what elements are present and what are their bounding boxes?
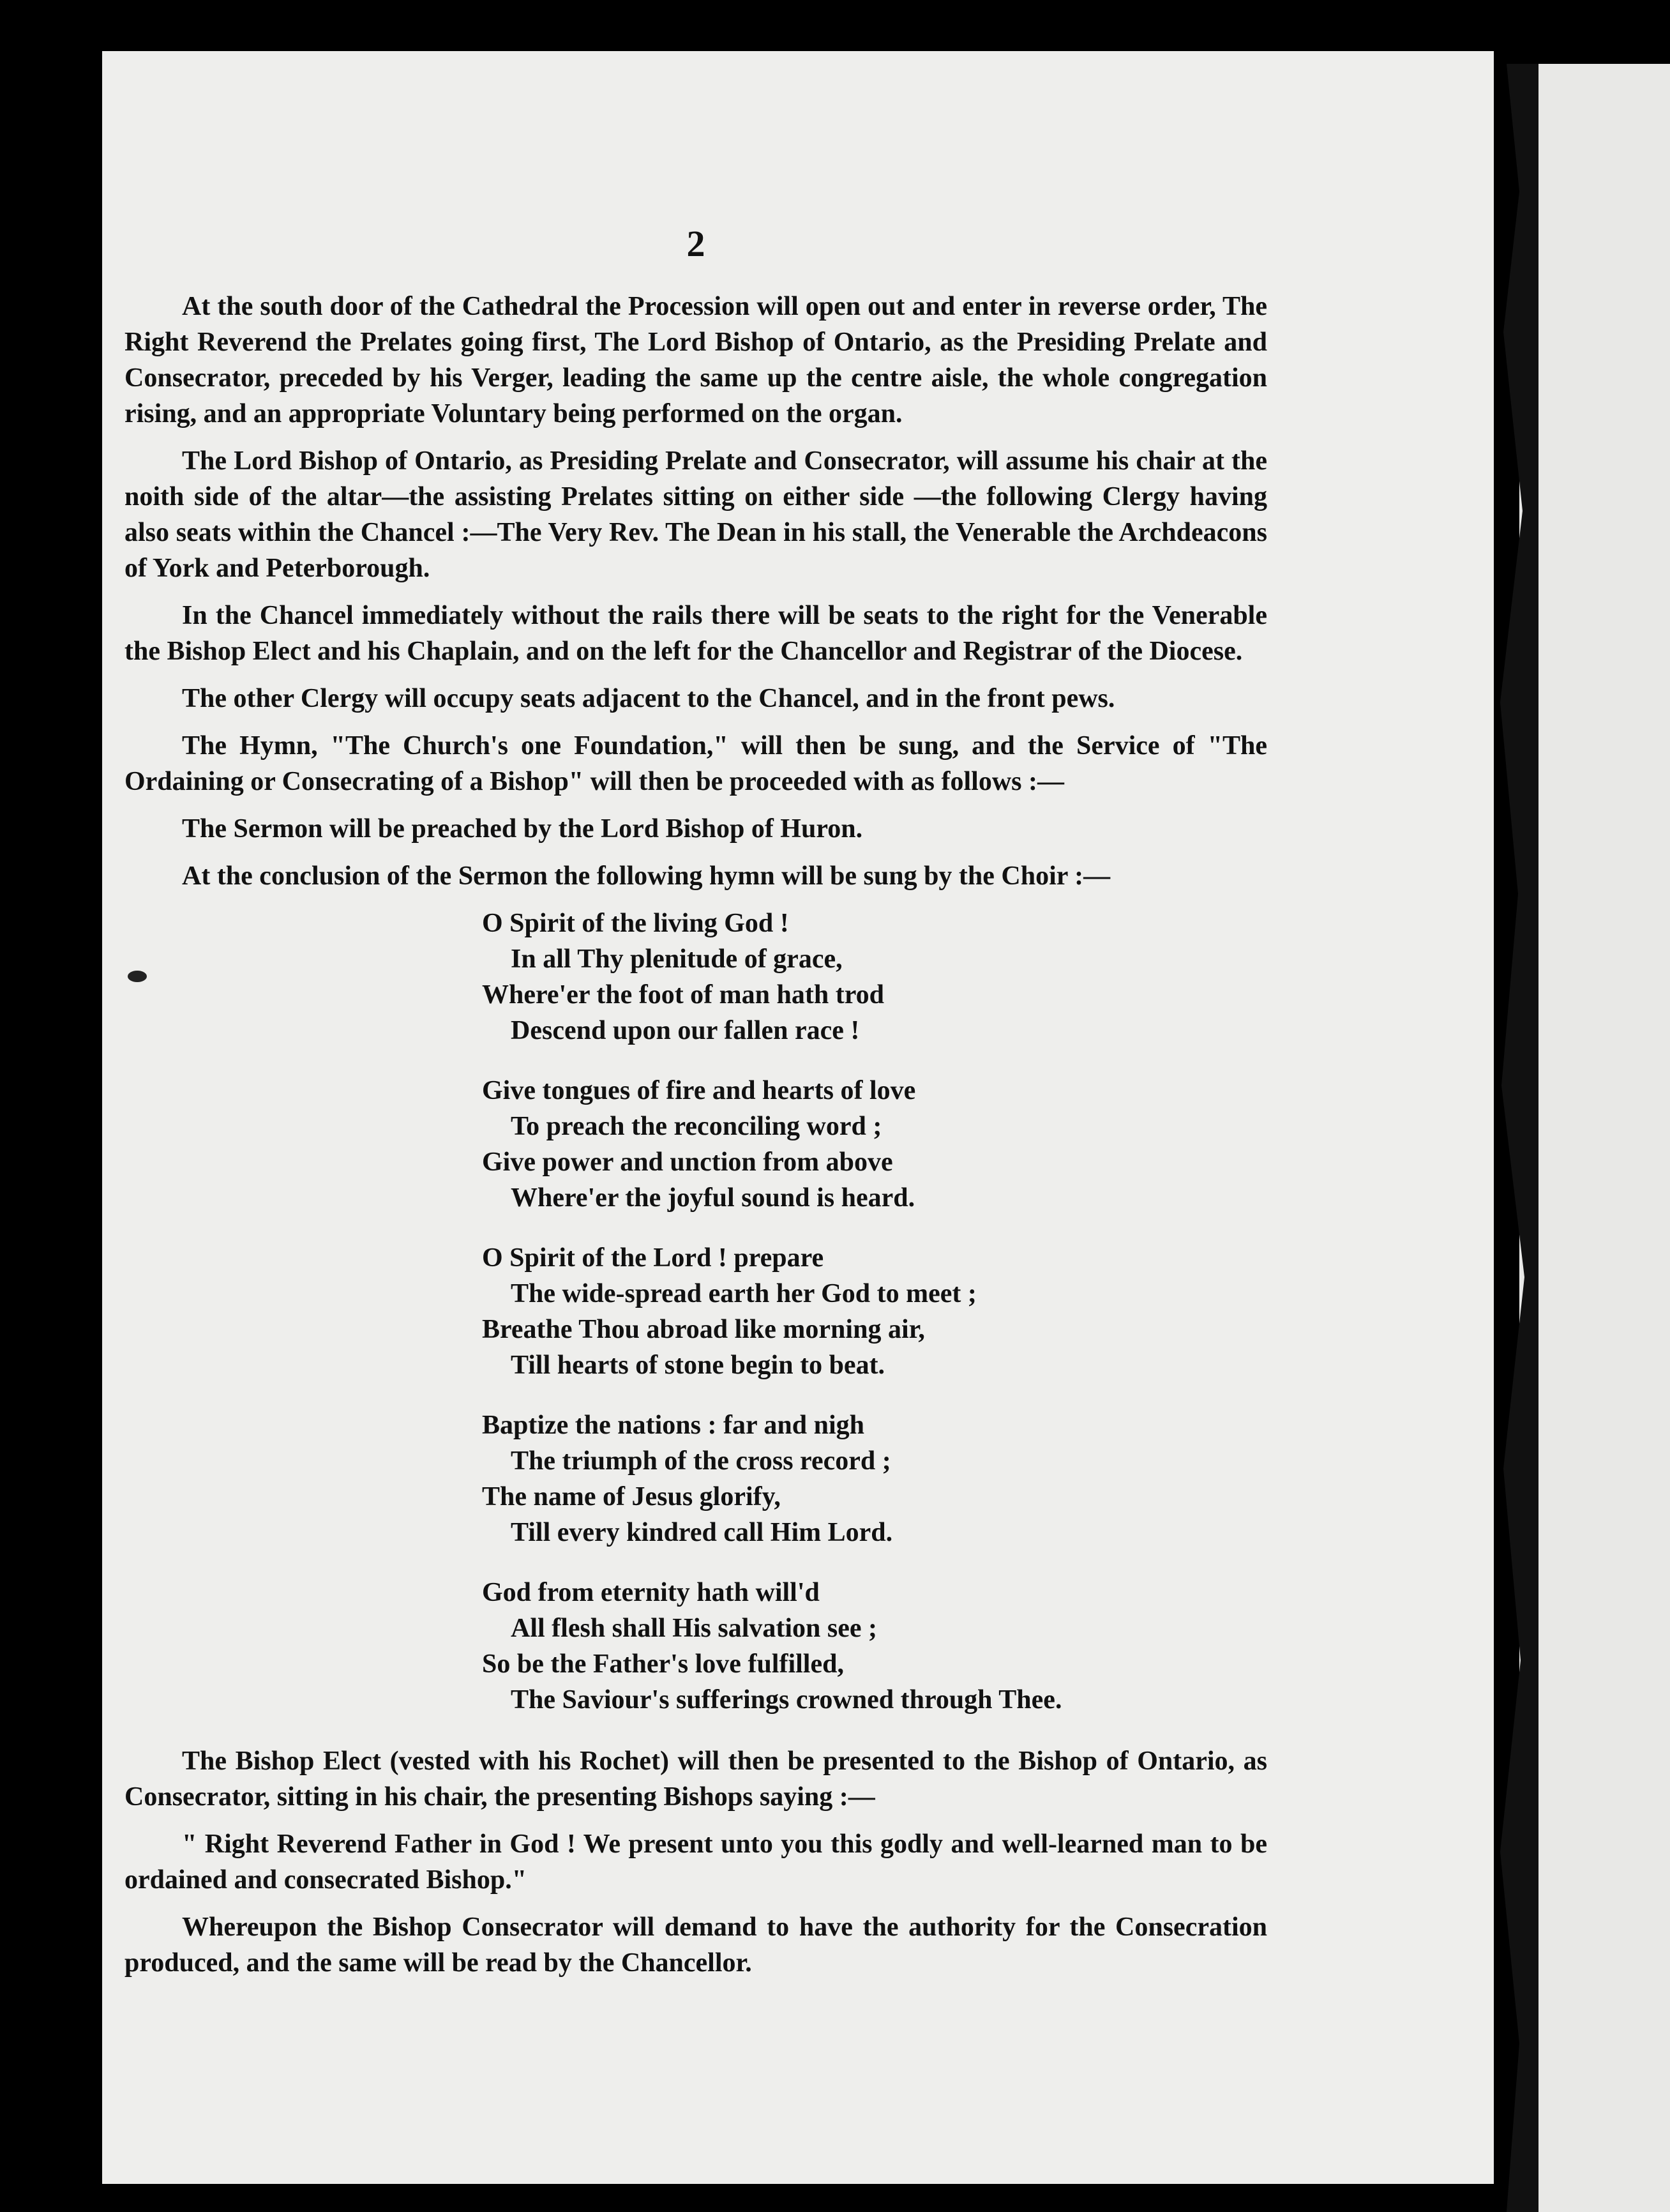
hymn-stanza (482, 1575, 1267, 1718)
hymn-stanza (482, 905, 1267, 1049)
paragraph-presentation: The Bishop Elect (vested with his Rochet) will then be presented to the Bishop of Ontario, as Consecrator, sitting in his chair, the presenting Bishops saying :— (124, 1746, 1267, 1812)
hymn-line: So be the Father's love fulfilled, (482, 1649, 844, 1679)
page-text (124, 172, 1267, 1992)
hymn-line: Where'er the joyful sound is heard. (511, 1183, 915, 1213)
page-number: 2 (686, 223, 705, 264)
hymn-stanza (482, 1073, 1267, 1216)
paragraph-procession: At the south door of the Cathedral the Procession will open out and enter in reverse order, The Right Reverend the Prelates going first, The Lord Bishop of Ontario, as the Presiding Prelate and Consecrator, preceded by his Verger, leading the same up the centre aisle, the whole congregation rising, and an appropriate Voluntary being performed on the organ. (124, 292, 1267, 428)
paragraph-address: " Right Reverend Father in God ! We present unto you this godly and well-learned man to be ordained and consecrated Bishop." (124, 1829, 1267, 1895)
hymn-line: To preach the reconciling word ; (511, 1112, 882, 1141)
hymn-line: The triumph of the cross record ; (511, 1446, 891, 1476)
hymn-stanza (482, 1240, 1267, 1383)
hymn-line: The wide-spread earth her God to meet ; (511, 1279, 977, 1308)
hymn-line: Give power and unction from above (482, 1148, 893, 1177)
hymn-line: O Spirit of the Lord ! prepare (482, 1243, 824, 1273)
paragraph-hymn-service: The Hymn, "The Church's one Foundation," will then be sung, and the Service of "The Ordaining or Consecrating of a Bishop" will then be proceeded with as follows :— (124, 731, 1267, 796)
paragraph-authority: Whereupon the Bishop Consecrator will demand to have the authority for the Consecration produced, and the same will be read by the Chancellor. (124, 1913, 1267, 1978)
paragraph-choir: At the conclusion of the Sermon the following hymn will be sung by the Choir :— (182, 861, 1111, 891)
hymn-line: The Saviour's sufferings crowned through Thee. (511, 1685, 1062, 1715)
hymn-stanza (482, 1407, 1267, 1550)
hymn-line: Baptize the nations : far and nigh (482, 1411, 864, 1440)
facing-page-edge (1519, 64, 1670, 2212)
closing-paragraphs (124, 1743, 1267, 1981)
hymn-line: Give tongues of fire and hearts of love (482, 1076, 916, 1105)
hymn-line: Where'er the foot of man hath trod (482, 980, 884, 1010)
hymn (124, 905, 1267, 1718)
hymn-line: Breathe Thou abroad like morning air, (482, 1315, 925, 1344)
hymn-line: Till every kindred call Him Lord. (511, 1518, 893, 1547)
paragraph-chancel-seats: In the Chancel immediately without the rails there will be seats to the right for the Venerable the Bishop Elect and his Chaplain, and on the left for the Chancellor and Registrar of the Diocese. (124, 601, 1267, 666)
binding-shadow (1468, 64, 1538, 2212)
hymn-line: Till hearts of stone begin to beat. (511, 1351, 885, 1380)
hymn-line: God from eternity hath will'd (482, 1578, 820, 1607)
hymn-line: All flesh shall His salvation see ; (511, 1614, 878, 1643)
paragraph-sermon: The Sermon will be preached by the Lord Bishop of Huron. (182, 814, 863, 844)
hymn-line: Descend upon our fallen race ! (511, 1016, 860, 1045)
hymn-line: The name of Jesus glorify, (482, 1482, 781, 1511)
hymn-line: In all Thy plenitude of grace, (511, 944, 843, 974)
paragraph-other-clergy: The other Clergy will occupy seats adjacent to the Chancel, and in the front pews. (182, 684, 1115, 713)
intro-paragraphs (124, 289, 1267, 894)
paragraph-presiding-prelate: The Lord Bishop of Ontario, as Presiding Prelate and Consecrator, will assume his chair at the noith side of the altar—the assisting Prelates sitting on either side —the following Clergy having also seats within the Chancel :—The Very Rev. The Dean in his stall, the Venerable the Archdeacons of York and Peterborough. (124, 446, 1267, 583)
hymn-line: O Spirit of the living God ! (482, 909, 789, 938)
